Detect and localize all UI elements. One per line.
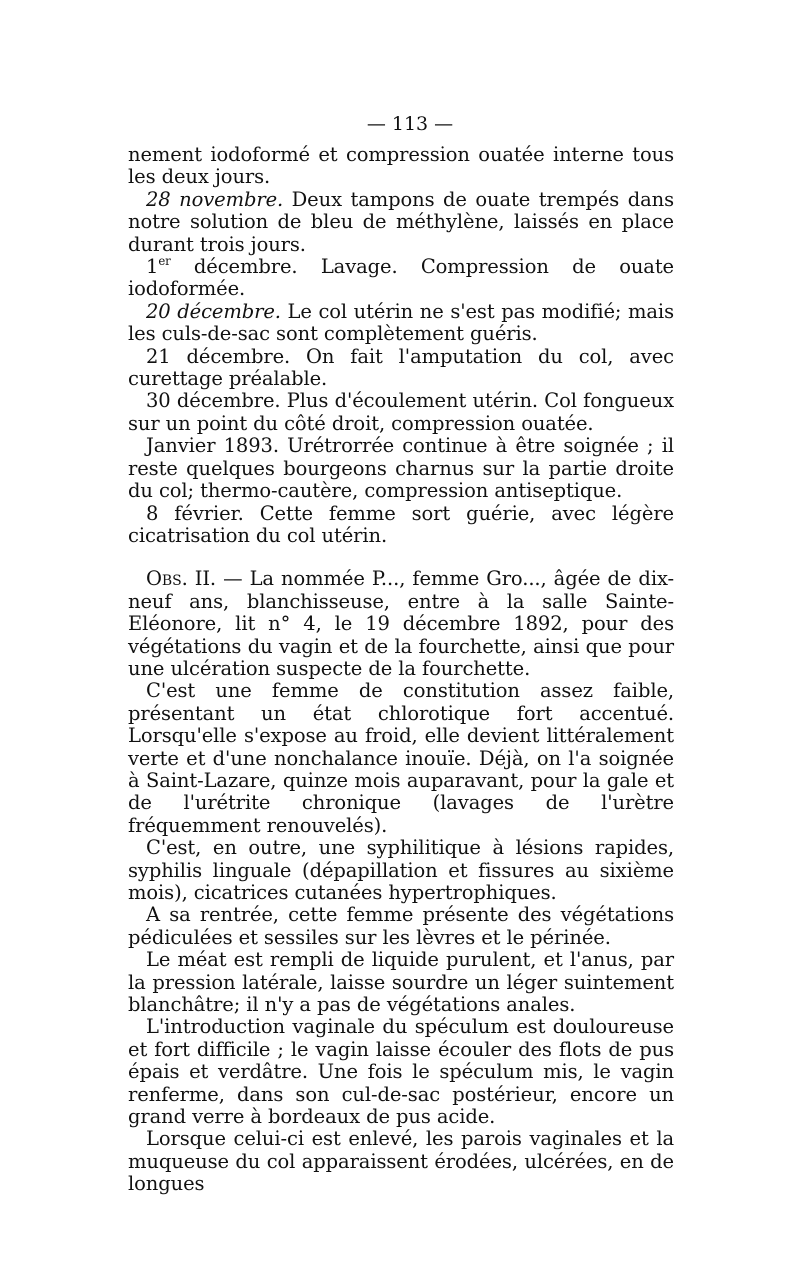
paragraph-meat	[128, 949, 674, 1016]
paragraph-text: Deux tampons de ouate trempés dans notre solution de bleu de méthylène, laissés en place durant trois jours.	[128, 187, 674, 256]
paragraph-text: nement iodoformé et compression ouatée interne tous les deux jours.	[128, 143, 674, 189]
paragraph-text: Le méat est rempli de liquide purulent, et l'anus, par la pression latérale, laisse sourdre un léger suintement blanchâtre; il n'y a pas de végétations anales.	[128, 948, 674, 1017]
page-number: — 113 —	[366, 113, 454, 135]
paragraph-speculum	[128, 1016, 674, 1128]
date-label: 1er	[146, 253, 171, 279]
book-page	[128, 110, 674, 1196]
paragraph-rentree	[128, 904, 674, 949]
paragraph-text: C'est une femme de constitution assez faible, présentant un état chlorotique fort accentué. Lorsqu'elle s'expose au froid, elle devient littéralement verte et d'une nonchalance inouïe. Déjà, on l'a soignée à Saint-Lazare, quinze mois auparavant, pour la gale et de l'urétrite chronique (lavages de l'urètre fréquemment renouvelés).	[128, 679, 674, 837]
paragraph-syphilitique	[128, 837, 674, 904]
paragraph-text: L'introduction vaginale du spéculum est douloureuse et fort difficile ; le vagin laisse écouler des flots de pus épais et verdâtre. Une fois le spéculum mis, le vagin renferme, dans son cul-de-sac postérieur, encore un grand verre à bordeaux de pus acide.	[128, 1015, 674, 1129]
date-label: 28 novembre.	[146, 187, 284, 211]
paragraph-1er-decembre	[128, 253, 674, 301]
paragraph-janvier-1893	[128, 435, 674, 502]
paragraph-text: C'est, en outre, une syphilitique à lésions rapides, syphilis linguale (dépapillation et fissures au sixième mois), cicatrices cutanées hypertrophiques.	[128, 836, 674, 904]
paragraph-28-novembre	[128, 189, 674, 256]
paragraph-text: décembre. Lavage. Compression de ouate iodoformée.	[128, 255, 674, 301]
paragraph-text: Le col utérin ne s'est pas modifié; mais les culs-de-sac sont complètement guéris.	[128, 299, 674, 346]
observation-label: Obs. II.	[146, 567, 217, 591]
paragraph-parois	[128, 1128, 674, 1195]
paragraph-text: A sa rentrée, cette femme présente des végétations pédiculées et sessiles sur les lèvres et le périnée.	[128, 903, 674, 949]
paragraph-text: 21 décembre. On fait l'amputation du col, avec curettage préalable.	[128, 344, 674, 391]
paragraph-21-decembre	[128, 346, 674, 391]
paragraph-8-fevrier	[128, 503, 674, 548]
date-label: 20 décembre.	[146, 299, 281, 323]
paragraph-30-decembre	[128, 390, 674, 435]
observation-paragraph	[128, 568, 674, 680]
paragraph-text: 8 février. Cette femme sort guérie, avec légère cicatrisation du col utérin.	[128, 501, 674, 547]
paragraph-continuation	[128, 144, 674, 189]
paragraph-text: Janvier 1893. Urétrorrée continue à être soignée ; il reste quelques bourgeons charnus sur la partie droite du col; thermo-cautère, compression antiseptique.	[128, 434, 674, 503]
paragraph-constitution	[128, 680, 674, 837]
paragraph-20-decembre	[128, 301, 674, 346]
paragraph-text: — La nommée P..., femme Gro..., âgée de dix-neuf ans, blanchisseuse, entre à la salle Sainte-Eléonore, lit n° 4, le 19 décembre 1892, pour des végétations du vagin et de la fourchette, ainsi que pour une ulcération suspecte de la fourchette.	[128, 567, 674, 680]
paragraph-text: 30 décembre. Plus d'écoulement utérin. Col fongueux sur un point du côté droit, compression ouatée.	[128, 389, 674, 435]
paragraph-text: Lorsque celui-ci est enlevé, les parois vaginales et la muqueuse du col apparaissent érodées, ulcérées, en de longues	[128, 1127, 674, 1196]
